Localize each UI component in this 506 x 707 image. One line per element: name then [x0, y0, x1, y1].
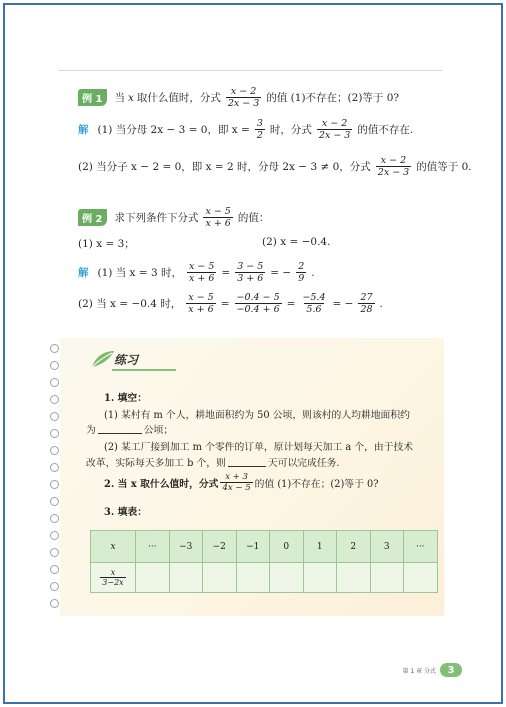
- example1-question: 例 1 当 x 取什么值时，分式 $\frac{x - 2}{2x - 3}$ 的值 (1)不存在；(2)等于 0?: [78, 86, 399, 109]
- answer-blank[interactable]: [228, 457, 266, 467]
- table-header-cell: −3: [169, 531, 203, 563]
- example2-question: 例 2 求下列条件下分式 $\frac{x - 5}{x + 6}$ 的值：: [78, 206, 269, 229]
- answer-blank[interactable]: [98, 424, 142, 434]
- practice-q1-label: 1. 填空：: [104, 393, 148, 404]
- table-header-cell: 1: [303, 531, 337, 563]
- example2-tag: 例 2: [78, 209, 107, 226]
- fill-table: [90, 530, 438, 593]
- table-row: [91, 531, 438, 563]
- example2-condition-2: (2) x = −0.4.: [262, 236, 331, 248]
- page-footer: [402, 663, 462, 677]
- table-header-cell: −1: [236, 531, 270, 563]
- table-header-cell: 3: [370, 531, 404, 563]
- binder-rings: [50, 344, 64, 616]
- example2-condition-1: (1) x = 3；: [78, 238, 135, 250]
- table-row: [91, 563, 438, 593]
- solution-label: 解: [78, 124, 89, 136]
- practice-q1-1: (1) 某村有 m 个人，耕地面积约为 50 公顷，则该村的人均耕地面积约: [104, 410, 410, 421]
- table-answer-cell[interactable]: [337, 563, 371, 593]
- table-header-cell: x: [91, 531, 136, 563]
- table-answer-cell[interactable]: [270, 563, 304, 593]
- example2-solution-2: (2) 当 x = −0.4 时， $\frac{x - 5}{x + 6}$ = $\frac{-0.4 - 5}{-0.4 + 6}$ = $\frac{-5.4}{5.6}$ = − $\frac{27}{28}$ .: [78, 292, 383, 315]
- practice-q1-2: (2) 某工厂接到加工 m 个零件的订单，原计划每天加工 a 个，由于技术: [104, 442, 414, 453]
- example1-fraction: $\frac{x - 2}{2x - 3}$: [227, 86, 260, 109]
- practice-q2: 2. 当 x 取什么值时，分式 $\frac{x + 3}{4x - 5}$ 的值 (1)不存在；(2)等于 0?: [104, 472, 379, 493]
- table-answer-cell[interactable]: [404, 563, 438, 593]
- practice-box: [60, 338, 444, 616]
- table-answer-cell[interactable]: [370, 563, 404, 593]
- table-answer-cell[interactable]: [169, 563, 203, 593]
- leaf-icon: [90, 349, 116, 369]
- page-number: 3: [440, 663, 462, 677]
- example2-solution-1: 解 (1) 当 x = 3 时， $\frac{x - 5}{x + 6}$ = $\frac{3 - 5}{3 + 6}$ = − $\frac{2}{9}$ .: [78, 261, 315, 284]
- example1-solution-1: 解 (1) 当分母 2x − 3 = 0，即 x = $\frac{3}{2}$ 时，分式 $\frac{x - 2}{2x - 3}$ 的值不存在.: [78, 118, 414, 141]
- table-header-cell: 2: [337, 531, 371, 563]
- table-header-cell: ···: [404, 531, 438, 563]
- practice-q1-1-cont: 为 公顷；: [86, 425, 174, 436]
- example1-solution-2: (2) 当分子 x − 2 = 0，即 x = 2 时，分母 2x − 3 ≠ 0，分式 $\frac{x - 2}{2x - 3}$ 的值等于 0.: [78, 155, 472, 178]
- table-header-cell: −2: [203, 531, 237, 563]
- practice-q3: 3. 填表：: [104, 507, 148, 518]
- table-answer-cell[interactable]: [236, 563, 270, 593]
- practice-heading: 练习: [90, 349, 138, 369]
- table-row-label: $\frac{x}{3-2x}$: [91, 563, 136, 593]
- table-answer-cell[interactable]: [303, 563, 337, 593]
- table-answer-cell[interactable]: [136, 563, 170, 593]
- table-header-cell: ···: [136, 531, 170, 563]
- table-header-cell: 0: [270, 531, 304, 563]
- practice-q1-2-cont: 改革，实际每天多加工 b 个，则 天可以完成任务.: [86, 458, 340, 469]
- example1-tag: 例 1: [78, 89, 107, 106]
- chapter-label: 第 1 章 分式: [402, 667, 436, 675]
- table-answer-cell[interactable]: [203, 563, 237, 593]
